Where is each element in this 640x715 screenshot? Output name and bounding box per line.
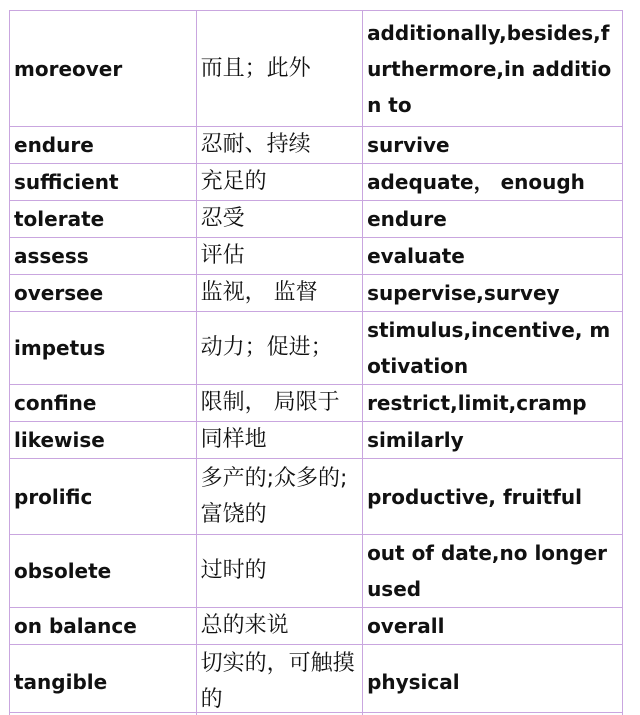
meaning-cell: 总的来说 [196, 608, 362, 645]
synonym-cell: survive [363, 127, 623, 164]
word-cell: prolific [10, 459, 197, 535]
table-row [10, 238, 623, 275]
table-row [10, 164, 623, 201]
word-cell: sufficient [10, 164, 197, 201]
table-row [10, 459, 623, 535]
synonym-cell: similarly [363, 422, 623, 459]
table-bottom-border [9, 712, 623, 713]
word-cell: obsolete [10, 535, 197, 608]
word-cell: moreover [10, 11, 197, 127]
table-row [10, 11, 623, 127]
table-row [10, 385, 623, 422]
synonym-cell: supervise,survey [363, 275, 623, 312]
synonym-cell: out of date,no longer used [363, 535, 623, 608]
table-row [10, 608, 623, 645]
meaning-cell: 忍耐、持续 [196, 127, 362, 164]
table-row [10, 645, 623, 715]
meaning-cell: 同样地 [196, 422, 362, 459]
synonym-cell: overall [363, 608, 623, 645]
table-row [10, 275, 623, 312]
synonym-cell: restrict,limit,cramp [363, 385, 623, 422]
vocabulary-table [9, 10, 623, 715]
meaning-cell: 切实的，可触摸的 [196, 645, 362, 715]
meaning-cell: 而且；此外 [196, 11, 362, 127]
synonym-cell: stimulus,incentive, motivation [363, 312, 623, 385]
table-row [10, 535, 623, 608]
synonym-cell: additionally,besides,furthermore,in addition to [363, 11, 623, 127]
table-row [10, 201, 623, 238]
synonym-cell: physical [363, 645, 623, 715]
word-cell: likewise [10, 422, 197, 459]
synonym-cell: productive, fruitful [363, 459, 623, 535]
meaning-cell: 忍受 [196, 201, 362, 238]
meaning-cell: 过时的 [196, 535, 362, 608]
meaning-cell: 多产的;众多的;富饶的 [196, 459, 362, 535]
word-cell: impetus [10, 312, 197, 385]
meaning-cell: 动力；促进； [196, 312, 362, 385]
table-row [10, 127, 623, 164]
meaning-cell: 充足的 [196, 164, 362, 201]
meaning-cell: 监视， 监督 [196, 275, 362, 312]
synonym-cell: evaluate [363, 238, 623, 275]
table-row [10, 312, 623, 385]
word-cell: endure [10, 127, 197, 164]
word-cell: oversee [10, 275, 197, 312]
synonym-cell: adequate， enough [363, 164, 623, 201]
word-cell: on balance [10, 608, 197, 645]
word-cell: tangible [10, 645, 197, 715]
table-row [10, 422, 623, 459]
word-cell: tolerate [10, 201, 197, 238]
word-cell: confine [10, 385, 197, 422]
meaning-cell: 限制， 局限于 [196, 385, 362, 422]
word-cell: assess [10, 238, 197, 275]
synonym-cell: endure [363, 201, 623, 238]
meaning-cell: 评估 [196, 238, 362, 275]
